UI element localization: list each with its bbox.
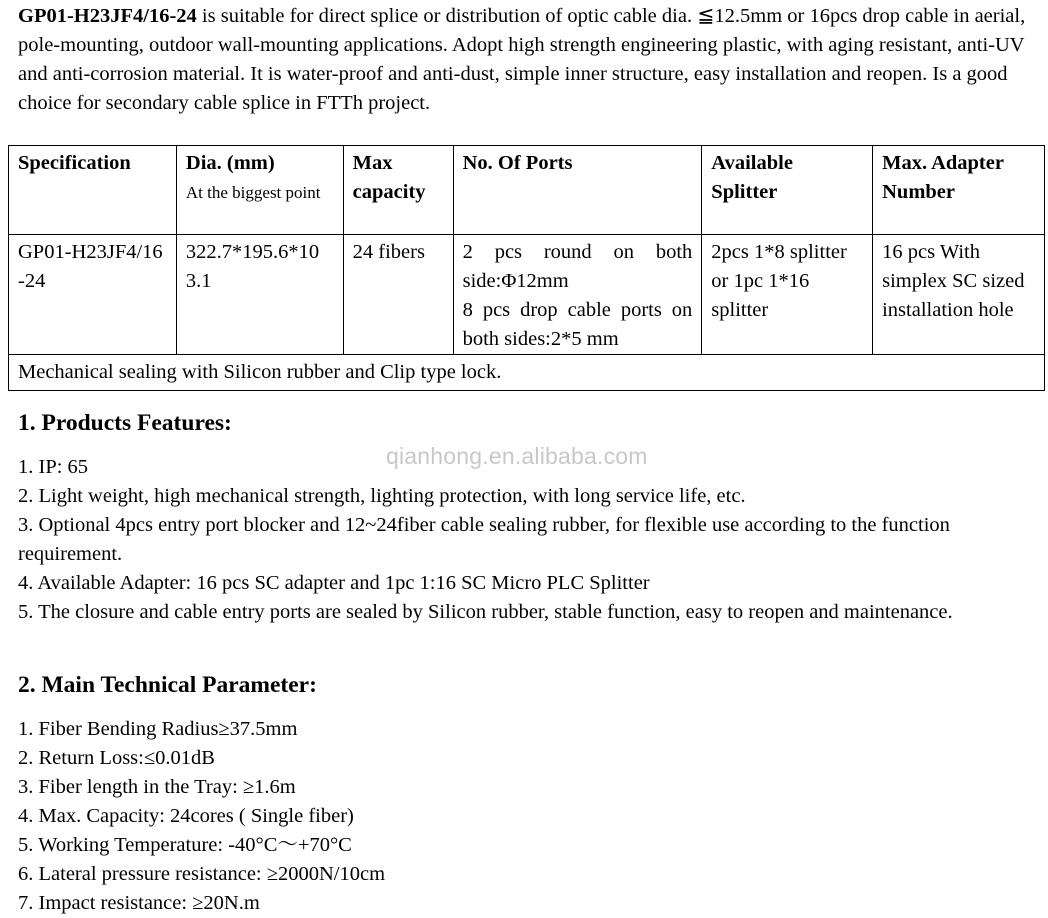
list-item: 3. Fiber length in the Tray: ≥1.6m bbox=[18, 776, 296, 798]
header-adapter: Max. Adapter Number bbox=[873, 146, 1045, 235]
intro-paragraph bbox=[18, 2, 1028, 118]
watermark: qianhong.en.alibaba.com bbox=[386, 443, 648, 469]
parameters-list bbox=[18, 715, 1028, 918]
header-splitter: Available Splitter bbox=[702, 146, 873, 235]
list-item: 1. Fiber Bending Radius≥37.5mm bbox=[18, 718, 298, 740]
ports-line-1: 2 pcs round on both side:Φ12mm bbox=[462, 241, 693, 292]
cell-dia: 322.7*195.6*103.1 bbox=[176, 235, 343, 355]
header-ports: No. Of Ports bbox=[453, 146, 702, 235]
table-row bbox=[9, 235, 1045, 355]
features-list bbox=[18, 453, 1028, 627]
header-max-capacity: Max capacity bbox=[343, 146, 453, 235]
note-row bbox=[9, 355, 1045, 391]
header-specification: Specification bbox=[9, 146, 177, 235]
cell-note: Mechanical sealing with Silicon rubber and Clip type lock. bbox=[9, 355, 1045, 391]
header-dia-sub: At the biggest point bbox=[185, 183, 321, 202]
header-dia: Dia. (mm) At the biggest point bbox=[176, 146, 343, 235]
spec-table bbox=[8, 145, 1045, 391]
list-item: 4. Available Adapter: 16 pcs SC adapter and 1pc 1:16 SC Micro PLC Splitter bbox=[18, 572, 650, 594]
cell-spec: GP01-H23JF4/16-24 bbox=[9, 235, 177, 355]
spec-table-header-row bbox=[9, 146, 1045, 235]
features-heading: 1. Products Features: bbox=[18, 410, 232, 436]
list-item: 4. Max. Capacity: 24cores ( Single fiber) bbox=[18, 805, 354, 827]
cell-capacity: 24 fibers bbox=[343, 235, 453, 355]
list-item: 2. Light weight, high mechanical strength, lighting protection, with long service life, etc. bbox=[18, 485, 746, 507]
intro-model: GP01-H23JF4/16-24 bbox=[18, 5, 197, 27]
intro-text: is suitable for direct splice or distribution of optic cable dia. ≦12.5mm or 16pcs drop cable in aerial, pole-mounting, outdoor wall-mounting applications. Adopt high strength engineering plastic, with aging resistant, anti-UV and anti-corrosion material. It is water-proof and anti-dust, simple inner structure, easy installation and reopen. Is a good choice for secondary cable splice in FTTh project. bbox=[18, 5, 1026, 114]
list-item: 5. Working Temperature: -40°C～+70°C bbox=[18, 834, 352, 856]
list-item: 2. Return Loss:≤0.01dB bbox=[18, 747, 215, 769]
cell-ports bbox=[453, 235, 702, 355]
list-item: 6. Lateral pressure resistance: ≥2000N/10cm bbox=[18, 863, 386, 885]
list-item: 7. Impact resistance: ≥20N.m bbox=[18, 892, 260, 914]
ports-line-2: 8 pcs drop cable ports on both sides:2*5 mm bbox=[462, 299, 693, 350]
cell-adapter: 16 pcs With simplex SC sized installation hole bbox=[873, 235, 1045, 355]
list-item: 1. IP: 65 bbox=[18, 456, 89, 478]
list-item: 3. Optional 4pcs entry port blocker and 12~24fiber cable sealing rubber, for flexible use according to the function requirement. bbox=[18, 514, 950, 565]
cell-splitter: 2pcs 1*8 splitter or 1pc 1*16 splitter bbox=[702, 235, 873, 355]
list-item: 5. The closure and cable entry ports are sealed by Silicon rubber, stable function, easy to reopen and maintenance. bbox=[18, 601, 953, 623]
parameters-heading: 2. Main Technical Parameter: bbox=[18, 672, 317, 698]
